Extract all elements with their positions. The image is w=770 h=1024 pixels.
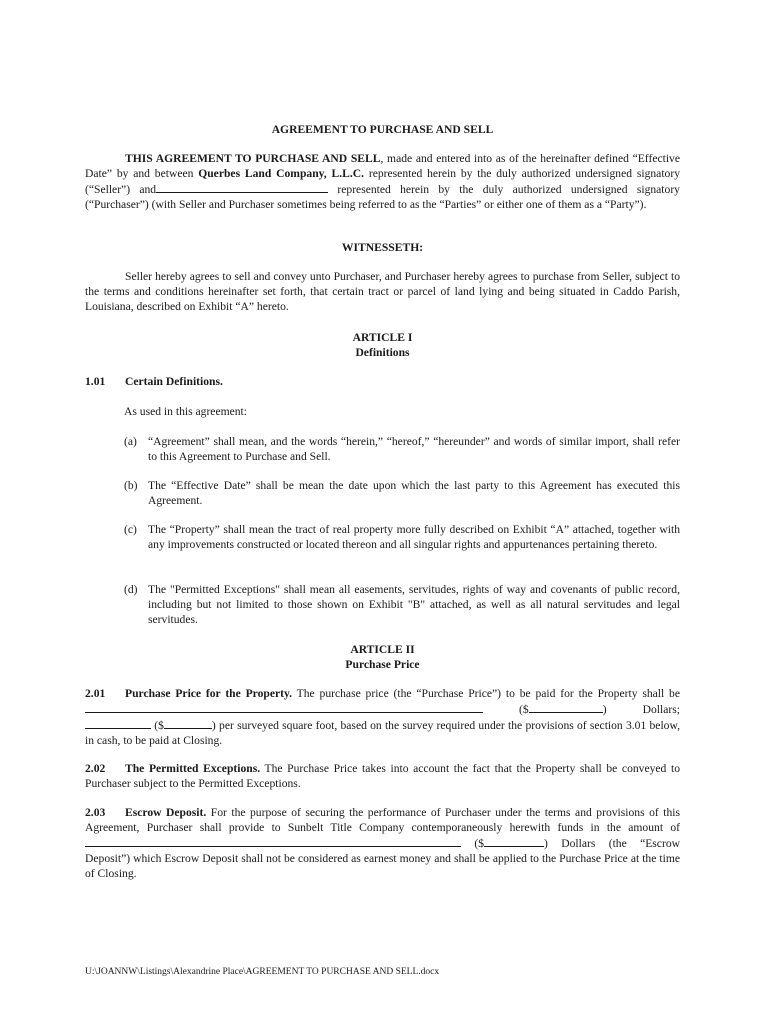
section-text-5: ) per surveyed square foot, based on the survey required under the provisions of section 3.01 below, in cash, to be paid at Closing. bbox=[85, 719, 680, 747]
per-foot-amount-blank[interactable] bbox=[164, 717, 212, 729]
section-2-02 bbox=[85, 761, 680, 791]
section-2-01 bbox=[85, 686, 680, 748]
section-title: The Permitted Exceptions. bbox=[125, 762, 261, 775]
purchaser-name-blank[interactable] bbox=[156, 181, 328, 193]
section-title: Purchase Price for the Property. bbox=[125, 687, 293, 700]
item-tag: (a) bbox=[124, 435, 137, 448]
section-number: 2.02 bbox=[85, 762, 106, 775]
section-2-03 bbox=[85, 805, 680, 881]
escrow-amount-blank[interactable] bbox=[484, 835, 544, 847]
definition-item bbox=[124, 434, 680, 464]
intro-paragraph bbox=[85, 151, 680, 212]
article-1-heading: ARTICLE I bbox=[352, 331, 413, 344]
section-text-2: ($ bbox=[519, 703, 529, 716]
section-text-4: ($ bbox=[154, 719, 164, 732]
intro-text-1: , made and entered into as of the hereinafter defined “Effective Date” by and between bbox=[85, 152, 680, 180]
item-text: “Agreement” shall mean, and the words “herein,” “hereof,” “hereunder” and words of similar import, shall refer to this Agreement to Purchase and Sell. bbox=[148, 435, 680, 463]
section-title: Escrow Deposit. bbox=[125, 806, 207, 819]
definitions-lead: As used in this agreement: bbox=[124, 405, 247, 418]
witnesseth-heading: WITNESSETH: bbox=[341, 241, 424, 254]
section-text-1: For the purpose of securing the performance of Purchaser under the terms and provisions of this Agreement, Purchaser shall provide to Sunbelt Title Company contemporaneously herewith funds in the amount of bbox=[85, 806, 680, 834]
per-foot-words-blank[interactable] bbox=[85, 717, 151, 729]
intro-text-2: represented herein by the duly authorized undersigned signatory (“Seller”) and bbox=[85, 167, 681, 196]
item-text: The “Property” shall mean the tract of real property more fully described on Exhibit “A” attached, together with any improvements constructed or located thereon and all singular rights and appurtenances pertaining thereto. bbox=[148, 523, 680, 551]
seller-name: Querbes Land Company, L.L.C. bbox=[198, 167, 365, 180]
item-tag: (c) bbox=[124, 523, 137, 536]
article-2-subheading: Purchase Price bbox=[345, 658, 420, 671]
section-number: 2.03 bbox=[85, 806, 106, 819]
item-text: The "Permitted Exceptions" shall mean all easements, servitudes, rights of way and covenants of public record, including but not limited to those shown on Exhibit "B" attached, as well as all natural servitudes and legal servitudes. bbox=[148, 583, 680, 626]
price-amount-blank[interactable] bbox=[529, 701, 603, 713]
intro-text-3: represented herein by the duly authorized undersigned signatory (“Purchaser”) (with Seller and Purchaser sometimes being referred to as the “Parties” or either one of them as a “Party”). bbox=[85, 183, 680, 211]
section-text: The Purchase Price takes into account the fact that the Property shall be conveyed to Purchaser subject to the Permitted Exceptions. bbox=[85, 762, 680, 790]
section-title: Certain Definitions. bbox=[125, 375, 223, 388]
section-number: 2.01 bbox=[85, 687, 106, 700]
section-text-3: ) bbox=[544, 837, 548, 850]
section-text-2: ($ bbox=[474, 837, 485, 850]
section-text-3: ) Dollars; bbox=[602, 703, 680, 716]
section-number: 1.01 bbox=[85, 375, 106, 388]
article-1-subheading: Definitions bbox=[355, 346, 410, 359]
item-text: The “Effective Date” shall be mean the date upon which the last party to this Agreement has executed this Agreement. bbox=[148, 479, 680, 507]
definition-item bbox=[124, 478, 680, 508]
escrow-words-blank[interactable] bbox=[85, 835, 461, 847]
section-text-1: The purchase price (the “Purchase Price”) to be paid for the Property shall be bbox=[292, 687, 680, 700]
item-tag: (d) bbox=[124, 583, 138, 596]
section-1-01-heading bbox=[85, 374, 680, 389]
intro-lead: THIS AGREEMENT TO PURCHASE AND SELL bbox=[125, 152, 381, 165]
recital-paragraph: Seller hereby agrees to sell and convey unto Purchaser, and Purchaser hereby agrees to purchase from Seller, subject to the terms and conditions hereinafter set forth, that certain tract or parcel of land lying and being situated in Caddo Parish, Louisiana, described on Exhibit “A” hereto. bbox=[85, 270, 680, 313]
article-2-heading: ARTICLE II bbox=[350, 643, 415, 656]
definition-item bbox=[124, 582, 680, 627]
footer-file-path: U:\JOANNW\Listings\Alexandrine Place\AGREEMENT TO PURCHASE AND SELL.docx bbox=[85, 967, 440, 977]
item-tag: (b) bbox=[124, 479, 138, 492]
definition-item bbox=[124, 522, 680, 552]
price-words-blank[interactable] bbox=[85, 701, 483, 713]
document-title: AGREEMENT TO PURCHASE AND SELL bbox=[271, 123, 494, 136]
section-text-4: Dollars (the “Escrow Deposit”) which Escrow Deposit shall not be considered as earnest money and shall be applied to the Purchase Price at the time of Closing. bbox=[85, 837, 680, 880]
